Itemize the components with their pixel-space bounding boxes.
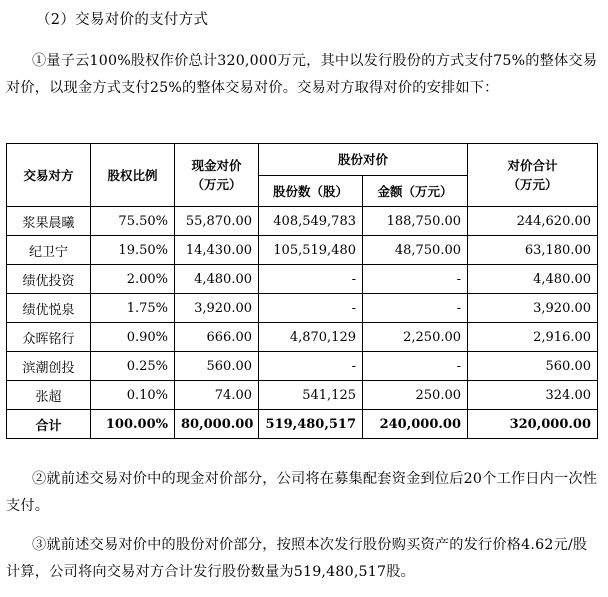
header-cash: 现金对价 （万元） — [175, 144, 259, 207]
cell-ratio: 1.75% — [91, 294, 175, 323]
cell-ratio: 0.25% — [91, 352, 175, 381]
cell-party: 滨潮创投 — [7, 352, 91, 381]
header-shares: 股份数（股） — [259, 176, 363, 207]
cell-cash: 80,000.00 — [175, 410, 259, 439]
cell-amount: 48,750.00 — [363, 236, 468, 265]
table-row — [7, 323, 598, 352]
cell-cash: 14,430.00 — [175, 236, 259, 265]
cell-amount: - — [363, 265, 468, 294]
cell-cash: 74.00 — [175, 381, 259, 410]
cell-shares: - — [259, 265, 363, 294]
section-heading: （2）交易对价的支付方式 — [36, 12, 209, 28]
cell-amount: 250.00 — [363, 381, 468, 410]
cell-total: 560.00 — [468, 352, 598, 381]
consideration-table — [6, 143, 598, 439]
cell-shares: 519,480,517 — [259, 410, 363, 439]
table-row — [7, 352, 598, 381]
cell-shares: 541,125 — [259, 381, 363, 410]
paragraph-cash-payment: ②就前述交易对价中的现金对价部分，公司将在募集配套资金到位后20个工作日内一次性支付。 — [6, 471, 598, 514]
cell-cash: 666.00 — [175, 323, 259, 352]
table-row — [7, 236, 598, 265]
cell-amount: - — [363, 294, 468, 323]
paragraph-payment-overview: ①量子云100%股权作价总计320,000万元，其中以发行股份的方式支付75%的整体交易对价，以现金方式支付25%的整体交易对价。交易对方取得对价的安排如下： — [6, 53, 598, 96]
cell-cash: 55,870.00 — [175, 207, 259, 236]
cell-party: 张超 — [7, 381, 91, 410]
table-row — [7, 381, 598, 410]
cell-total: 4,480.00 — [468, 265, 598, 294]
cell-party: 绩优悦泉 — [7, 294, 91, 323]
cell-ratio: 100.00% — [91, 410, 175, 439]
cell-party: 纪卫宁 — [7, 236, 91, 265]
paragraph-stock-payment: ③就前述交易对价中的股份对价部分，按照本次发行股份购买资产的发行价格4.62元/股计算，公司将向交易对方合计发行股份数量为519,480,517股。 — [6, 537, 588, 580]
header-party: 交易对方 — [7, 144, 91, 207]
cell-shares: 4,870,129 — [259, 323, 363, 352]
cell-shares: 105,519,480 — [259, 236, 363, 265]
header-ratio: 股权比例 — [91, 144, 175, 207]
cell-cash: 4,480.00 — [175, 265, 259, 294]
header-stock: 股份对价 — [259, 144, 468, 176]
cell-amount: 240,000.00 — [363, 410, 468, 439]
cell-amount: - — [363, 352, 468, 381]
cell-shares: 408,549,783 — [259, 207, 363, 236]
cell-amount: 188,750.00 — [363, 207, 468, 236]
cell-ratio: 19.50% — [91, 236, 175, 265]
cell-ratio: 0.90% — [91, 323, 175, 352]
cell-ratio: 0.10% — [91, 381, 175, 410]
header-total: 对价合计 （万元） — [468, 144, 598, 207]
cell-total: 2,916.00 — [468, 323, 598, 352]
cell-total: 244,620.00 — [468, 207, 598, 236]
cell-party: 合计 — [7, 410, 91, 439]
cell-total: 320,000.00 — [468, 410, 598, 439]
cell-shares: - — [259, 294, 363, 323]
table-row — [7, 294, 598, 323]
cell-total: 63,180.00 — [468, 236, 598, 265]
table-row — [7, 207, 598, 236]
cell-amount: 2,250.00 — [363, 323, 468, 352]
table-row — [7, 265, 598, 294]
table-total-row — [7, 410, 598, 439]
cell-shares: - — [259, 352, 363, 381]
cell-cash: 560.00 — [175, 352, 259, 381]
cell-party: 众晖铭行 — [7, 323, 91, 352]
cell-party: 绩优投资 — [7, 265, 91, 294]
cell-party: 浆果晨曦 — [7, 207, 91, 236]
cell-ratio: 75.50% — [91, 207, 175, 236]
cell-total: 3,920.00 — [468, 294, 598, 323]
cell-ratio: 2.00% — [91, 265, 175, 294]
cell-total: 324.00 — [468, 381, 598, 410]
header-amount: 金额（万元） — [363, 176, 468, 207]
cell-cash: 3,920.00 — [175, 294, 259, 323]
